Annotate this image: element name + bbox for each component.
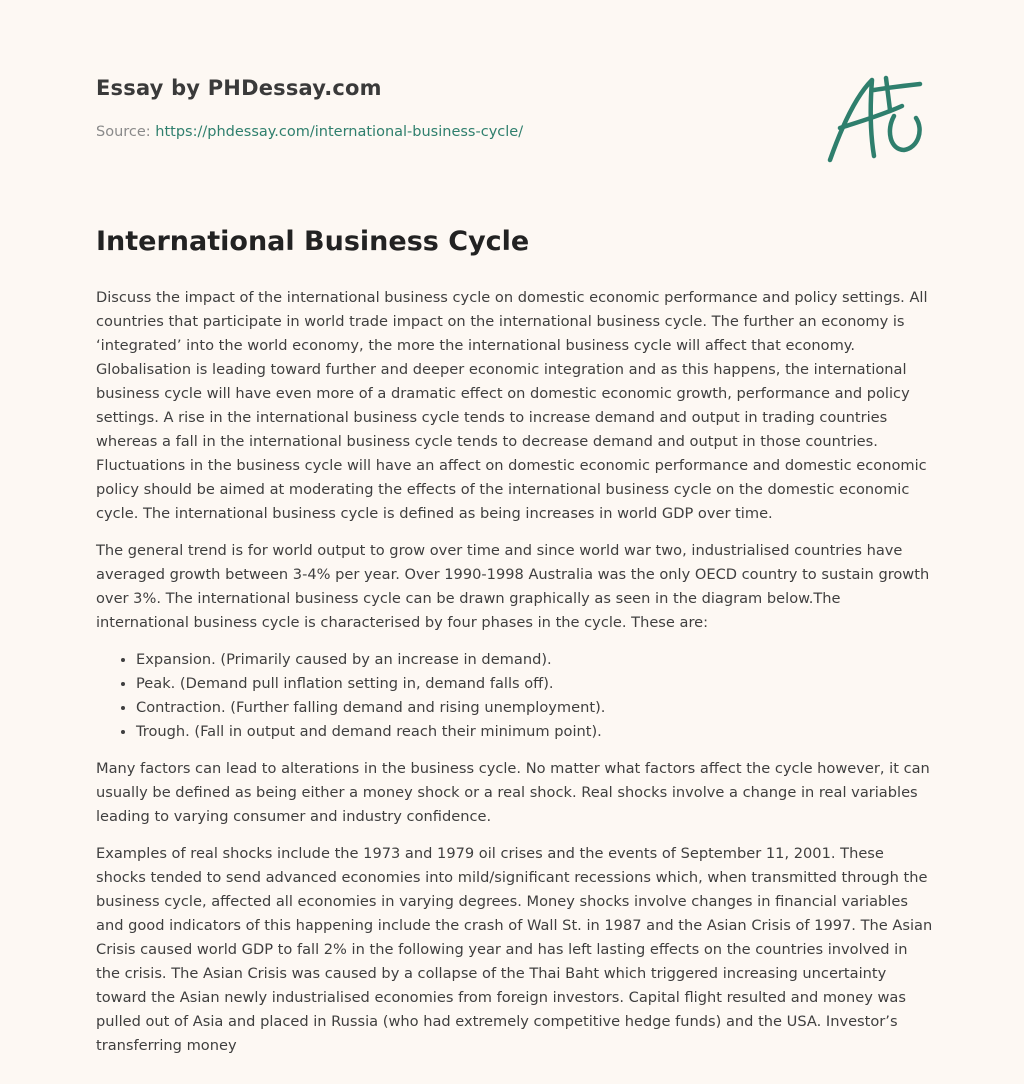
source-link[interactable]: https://phdessay.com/international-business-cycle/ bbox=[155, 124, 524, 140]
paragraph: Examples of real shocks include the 1973 and 1979 oil crises and the events of September 11, 2001. These shocks tended to send advanced economies into mild/significant recessions which, when transmitted through the business cycle, affected all economies in varying degrees. Money shocks involve changes in financial variables and good indicators of this happening include the crash of Wall St. in 1987 and the Asian Crisis of 1997. The Asian Crisis caused world GDP to fall 2% in the following year and has left lasting effects on the countries involved in the crisis. The Asian Crisis was caused by a collapse of the Thai Baht which triggered increasing uncertainty toward the Asian newly industrialised economies from foreign investors. Capital flight resulted and money was pulled out of Asia and placed in Russia (who had extremely competitive hedge funds) and the USA. Investor’s transferring money bbox=[96, 845, 933, 1054]
paragraph: The general trend is for world output to grow over time and since world war two, industrialised countries have averaged growth between 3-4% per year. Over 1990-1998 Australia was the only OECD country to sustain growth over 3%. The international business cycle can be drawn graphically as seen in the diagram below.The international business cycle is characterised by four phases in the cycle. These are: bbox=[96, 542, 930, 631]
a-plus-logo-icon bbox=[820, 66, 930, 166]
list-item: • Peak. (Demand pull inflation setting in, demand falls off). bbox=[136, 672, 936, 696]
phases-list bbox=[96, 648, 936, 744]
essay-title: International Business Cycle bbox=[96, 226, 530, 257]
site-title: Essay by PHDessay.com bbox=[96, 76, 382, 100]
list-item: • Expansion. (Primarily caused by an increase in demand). bbox=[136, 648, 936, 672]
list-item: • Trough. (Fall in output and demand reach their minimum point). bbox=[136, 720, 936, 744]
essay-body bbox=[96, 286, 936, 1071]
paragraph: Discuss the impact of the international business cycle on domestic economic performance and policy settings. All countries that participate in world trade impact on the international business cycle. The further an economy is ‘integrated’ into the world economy, the more the international business cycle will affect that economy. Globalisation is leading toward further and deeper economic integration and as this happens, the international business cycle will have even more of a dramatic effect on domestic economic growth, performance and policy settings. A rise in the international business cycle tends to increase demand and output in trading countries whereas a fall in the international business cycle tends to decrease demand and output in those countries. Fluctuations in the business cycle will have an affect on domestic economic performance and domestic economic policy should be aimed at moderating the effects of the international business cycle on the domestic economic cycle. The international business cycle is defined as being increases in world GDP over time. bbox=[96, 289, 928, 522]
source-line bbox=[96, 124, 523, 140]
list-item: • Contraction. (Further falling demand and rising unemployment). bbox=[136, 696, 936, 720]
source-label: Source: bbox=[96, 124, 156, 140]
paragraph: Many factors can lead to alterations in the business cycle. No matter what factors affect the cycle however, it can usually be defined as being either a money shock or a real shock. Real shocks involve a change in real variables leading to varying consumer and industry confidence. bbox=[96, 760, 930, 825]
